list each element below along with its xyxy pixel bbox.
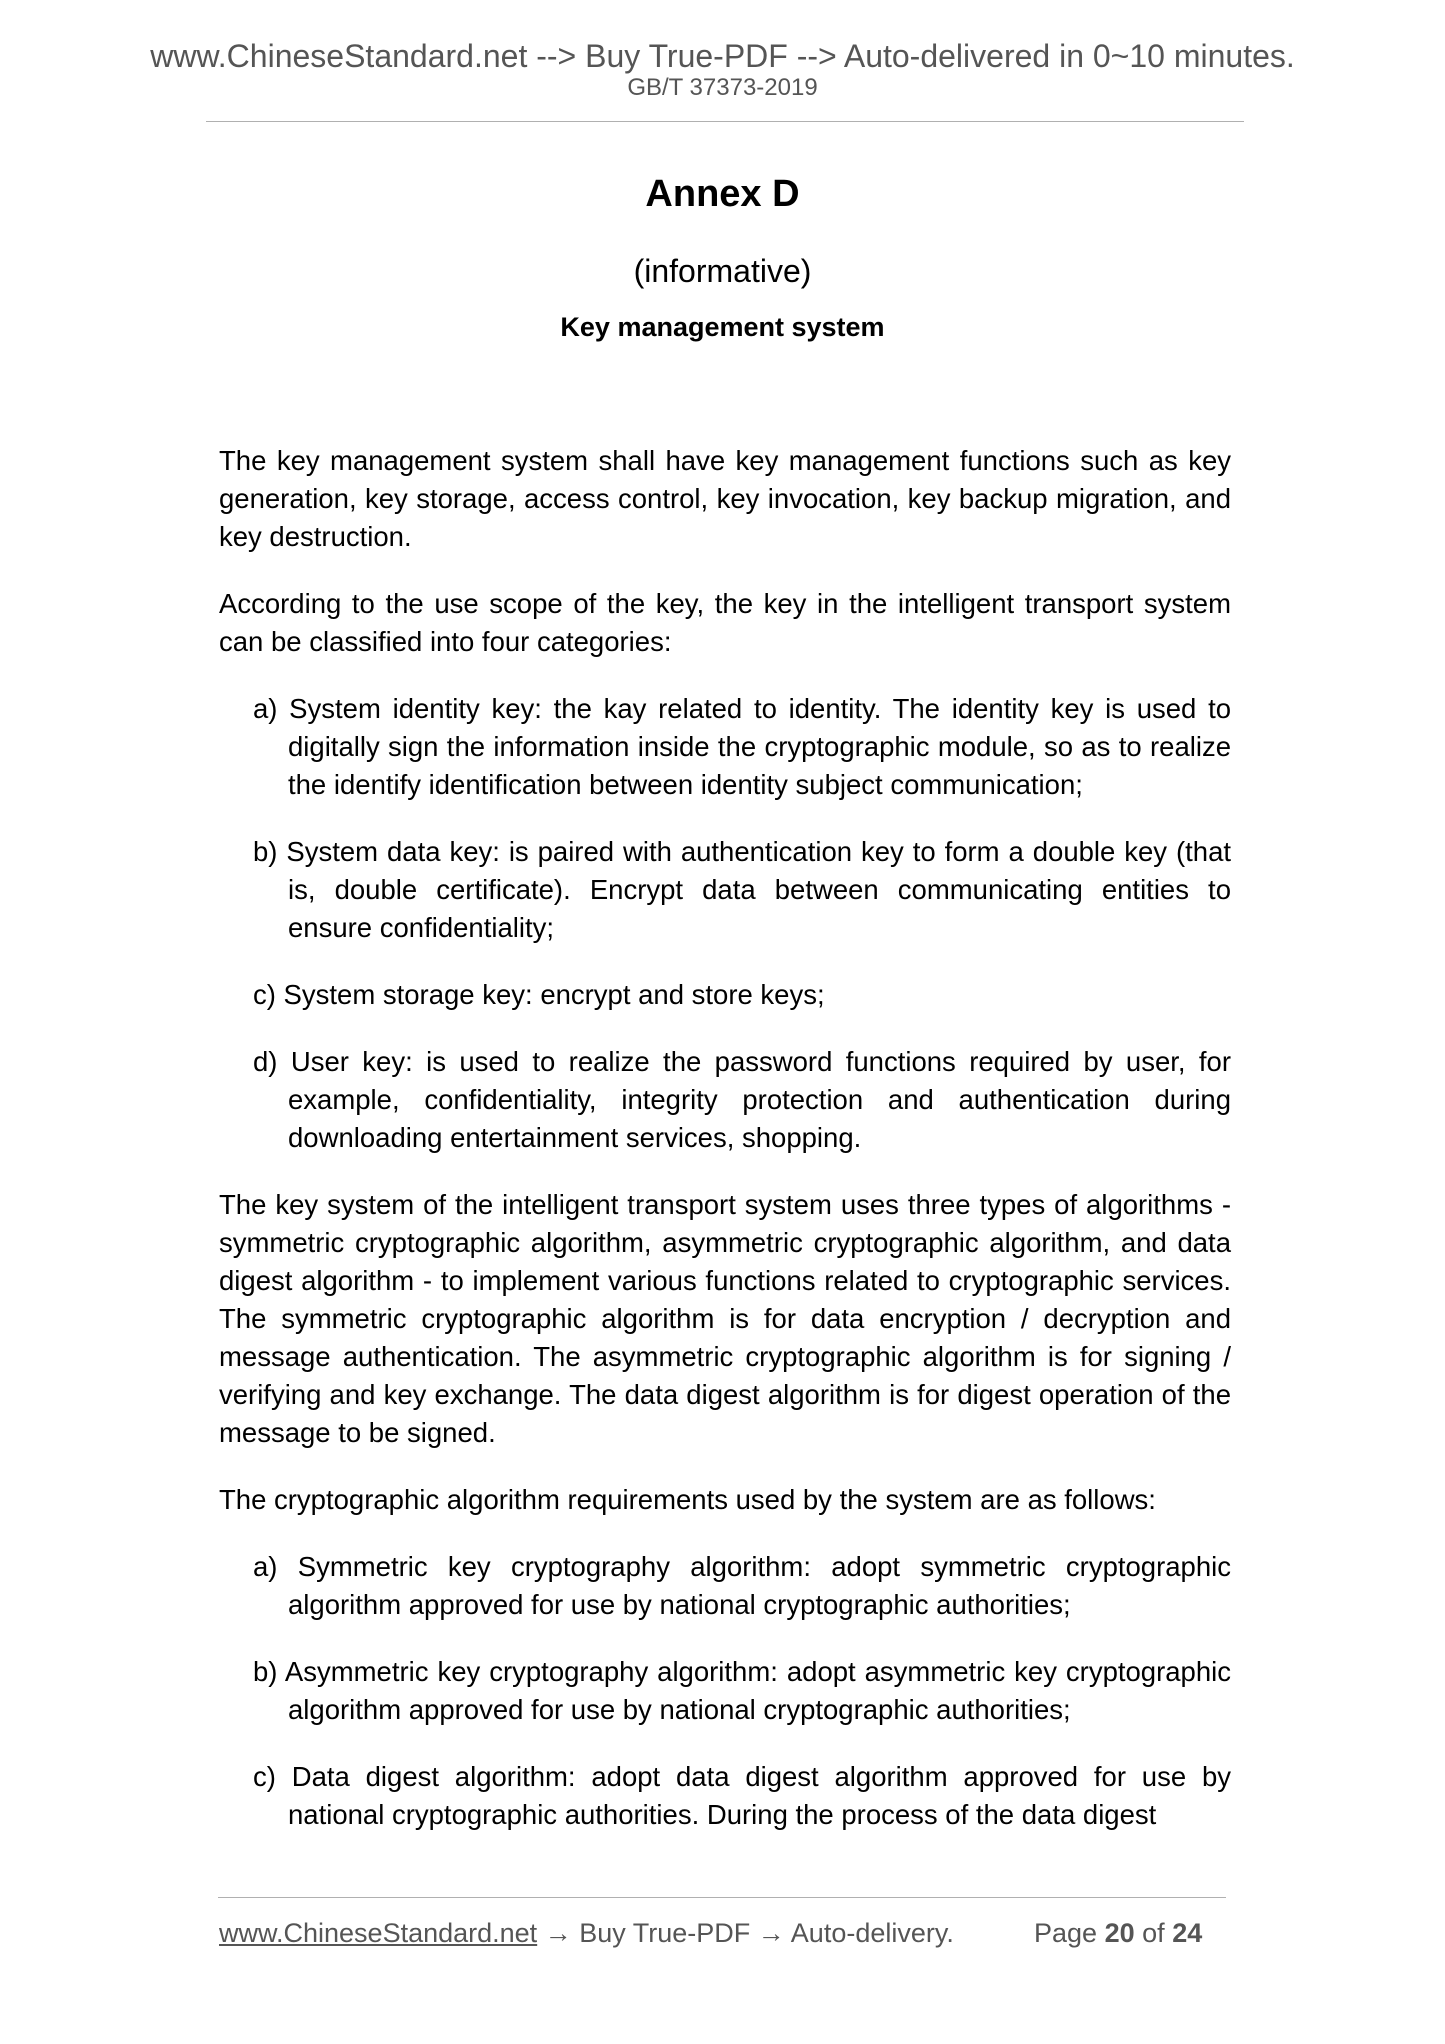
footer-divider xyxy=(218,1897,1226,1898)
list-item-requirement-a: a) Symmetric key cryptography algorithm: adopt symmetric cryptographic algorithm approved for use by national cryptographic authorities; xyxy=(253,1551,1231,1620)
of-label: of xyxy=(1142,1918,1165,1948)
paragraph-algorithms: The key system of the intelligent transport system uses three types of algorithms - symmetric cryptographic algorithm, asymmetric cryptographic algorithm, and data digest algorithm - to implement various functions related to cryptographic services. The symmetric cryptographic algorithm is for data encryption / decryption and message authentication. The asymmetric cryptographic algorithm is for signing / verifying and key exchange. The data digest algorithm is for digest operation of the message to be signed. xyxy=(219,1189,1231,1448)
list-item-requirement-b: b) Asymmetric key cryptography algorithm: adopt asymmetric key cryptographic algorithm approved for use by national cryptographic authorities; xyxy=(253,1656,1231,1725)
site-banner: www.ChineseStandard.net --> Buy True-PDF --> Auto-delivered in 0~10 minutes. xyxy=(150,38,1295,74)
page-indicator xyxy=(1034,1916,1202,1950)
total-pages: 24 xyxy=(1172,1918,1203,1948)
list-item-category-c: c) System storage key: encrypt and store keys; xyxy=(253,979,825,1010)
list-item-category-a: a) System identity key: the kay related to identity. The identity key is used to digitally sign the information inside the cryptographic module, so as to realize the identify identification between identity subject communication; xyxy=(253,693,1231,800)
footer-delivery-text: Auto-delivery. xyxy=(790,1918,954,1948)
annex-type: (informative) xyxy=(633,253,812,289)
list-item-category-b: b) System data key: is paired with authentication key to form a double key (that is, double certificate). Encrypt data between communicating entities to ensure confidentiality; xyxy=(253,836,1231,943)
footer-buy-text: Buy True-PDF xyxy=(579,1918,751,1948)
arrow-right-icon: → xyxy=(544,1918,572,1948)
page-number: 20 xyxy=(1104,1918,1135,1948)
document-body xyxy=(219,442,1231,1863)
header-divider xyxy=(206,121,1244,122)
paragraph-requirements-intro: The cryptographic algorithm requirements used by the system are as follows: xyxy=(219,1484,1156,1515)
page-label: Page xyxy=(1034,1918,1098,1948)
annex-subject: Key management system xyxy=(560,312,885,342)
standard-code: GB/T 37373-2019 xyxy=(627,74,818,101)
arrow-right-icon: → xyxy=(757,1918,785,1948)
list-item-category-d: d) User key: is used to realize the password functions required by user, for example, confidentiality, integrity protection and authentication during downloading entertainment services, shopping. xyxy=(253,1046,1231,1153)
footer-site-link[interactable]: www.ChineseStandard.net xyxy=(219,1918,538,1948)
list-item-requirement-c: c) Data digest algorithm: adopt data digest algorithm approved for use by national cryptographic authorities. During the process of the data digest xyxy=(253,1761,1231,1830)
paragraph-classification: According to the use scope of the key, the key in the intelligent transport system can be classified into four categories: xyxy=(219,588,1231,657)
footer-promo xyxy=(219,1916,954,1950)
paragraph-intro: The key management system shall have key management functions such as key generation, key storage, access control, key invocation, key backup migration, and key destruction. xyxy=(219,445,1231,552)
annex-title: Annex D xyxy=(645,173,800,215)
